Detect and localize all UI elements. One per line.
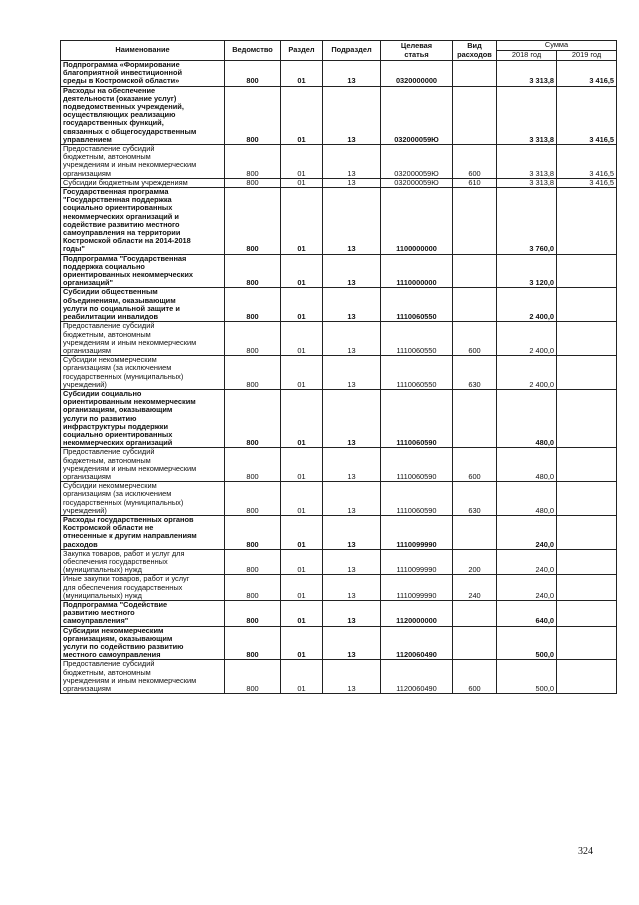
cell-target: 1110099990 — [381, 575, 453, 601]
cell-section: 01 — [281, 188, 323, 255]
cell-dept: 800 — [225, 356, 281, 390]
table-row — [61, 145, 617, 179]
cell-sum-2018: 640,0 — [497, 601, 557, 627]
cell-name: Подпрограмма «Формирование благоприятной инвестиционной среды в Костромской области» — [61, 61, 225, 87]
cell-subsection: 13 — [323, 626, 381, 660]
cell-sum-2019 — [557, 356, 617, 390]
cell-subsection: 13 — [323, 86, 381, 144]
cell-section: 01 — [281, 86, 323, 144]
cell-section: 01 — [281, 482, 323, 516]
cell-section: 01 — [281, 448, 323, 482]
cell-dept: 800 — [225, 448, 281, 482]
table-row — [61, 448, 617, 482]
cell-kind: 600 — [453, 322, 497, 356]
cell-kind — [453, 389, 497, 447]
cell-sum-2018: 240,0 — [497, 549, 557, 575]
cell-target: 1110099990 — [381, 549, 453, 575]
table-row — [61, 322, 617, 356]
table-row — [61, 660, 617, 694]
cell-subsection: 13 — [323, 549, 381, 575]
header-subsection: Подраздел — [323, 41, 381, 61]
cell-target: 1120060490 — [381, 660, 453, 694]
table-row — [61, 178, 617, 187]
cell-section: 01 — [281, 660, 323, 694]
header-target: Целевая статья — [381, 41, 453, 61]
cell-target: 1100000000 — [381, 188, 453, 255]
cell-kind: 600 — [453, 448, 497, 482]
cell-sum-2018: 240,0 — [497, 515, 557, 549]
cell-sum-2019: 3 416,5 — [557, 61, 617, 87]
cell-target: 1110060550 — [381, 288, 453, 322]
header-2019: 2019 год — [557, 51, 617, 61]
cell-sum-2018: 500,0 — [497, 626, 557, 660]
cell-name: Расходы государственных органов Костромской области не отнесенные к другим направлениям расходов — [61, 515, 225, 549]
cell-dept: 800 — [225, 515, 281, 549]
cell-subsection: 13 — [323, 61, 381, 87]
header-name: Наименование — [61, 41, 225, 61]
cell-sum-2018: 3 313,8 — [497, 178, 557, 187]
cell-dept: 800 — [225, 601, 281, 627]
cell-kind: 630 — [453, 482, 497, 516]
cell-target: 1110099990 — [381, 515, 453, 549]
table-row — [61, 575, 617, 601]
cell-sum-2019: 3 416,5 — [557, 145, 617, 179]
cell-kind — [453, 86, 497, 144]
cell-name: Предоставление субсидий бюджетным, автономным учреждениям и иным некоммерческим организациям — [61, 322, 225, 356]
cell-target: 1110060590 — [381, 448, 453, 482]
cell-sum-2018: 480,0 — [497, 448, 557, 482]
header-dept: Ведомство — [225, 41, 281, 61]
cell-kind — [453, 601, 497, 627]
cell-sum-2019: 3 416,5 — [557, 86, 617, 144]
cell-target: 032000059Ю — [381, 86, 453, 144]
cell-subsection: 13 — [323, 448, 381, 482]
cell-kind — [453, 254, 497, 288]
cell-dept: 800 — [225, 86, 281, 144]
cell-dept: 800 — [225, 61, 281, 87]
budget-table-sheet — [60, 40, 616, 694]
cell-sum-2019 — [557, 626, 617, 660]
cell-kind: 630 — [453, 356, 497, 390]
cell-sum-2018: 3 313,8 — [497, 61, 557, 87]
table-row — [61, 254, 617, 288]
cell-sum-2019 — [557, 515, 617, 549]
cell-section: 01 — [281, 356, 323, 390]
table-row — [61, 61, 617, 87]
cell-kind: 200 — [453, 549, 497, 575]
cell-subsection: 13 — [323, 178, 381, 187]
cell-sum-2019 — [557, 575, 617, 601]
cell-subsection: 13 — [323, 389, 381, 447]
cell-name: Предоставление субсидий бюджетным, автономным учреждениям и иным некоммерческим организациям — [61, 145, 225, 179]
cell-kind — [453, 61, 497, 87]
header-section: Раздел — [281, 41, 323, 61]
cell-section: 01 — [281, 601, 323, 627]
cell-sum-2018: 3 313,8 — [497, 145, 557, 179]
cell-subsection: 13 — [323, 288, 381, 322]
cell-sum-2019 — [557, 389, 617, 447]
cell-kind: 240 — [453, 575, 497, 601]
cell-subsection: 13 — [323, 188, 381, 255]
cell-target: 1110060590 — [381, 482, 453, 516]
cell-sum-2018: 2 400,0 — [497, 322, 557, 356]
cell-dept: 800 — [225, 288, 281, 322]
cell-name: Субсидии некоммерческим организациям, оказывающим услуги по содействию развитию местного самоуправления — [61, 626, 225, 660]
cell-dept: 800 — [225, 389, 281, 447]
cell-subsection: 13 — [323, 515, 381, 549]
cell-sum-2018: 3 760,0 — [497, 188, 557, 255]
cell-subsection: 13 — [323, 601, 381, 627]
cell-target: 1110060550 — [381, 356, 453, 390]
cell-kind: 600 — [453, 660, 497, 694]
cell-name: Предоставление субсидий бюджетным, автономным учреждениям и иным некоммерческим организациям — [61, 660, 225, 694]
cell-name: Субсидии общественным объединениям, оказывающим услуги по социальной защите и реабилитации инвалидов — [61, 288, 225, 322]
cell-name: Подпрограмма "Государственная поддержка социально ориентированных некоммерческих организаций" — [61, 254, 225, 288]
table-row — [61, 356, 617, 390]
cell-name: Расходы на обеспечение деятельности (оказание услуг) подведомственных учреждений, осуществляющих реализацию государственных функций, связанных с общегосударственным управлением — [61, 86, 225, 144]
cell-dept: 800 — [225, 626, 281, 660]
table-row — [61, 188, 617, 255]
cell-dept: 800 — [225, 178, 281, 187]
cell-kind: 610 — [453, 178, 497, 187]
cell-dept: 800 — [225, 575, 281, 601]
cell-section: 01 — [281, 322, 323, 356]
cell-dept: 800 — [225, 482, 281, 516]
cell-sum-2018: 2 400,0 — [497, 356, 557, 390]
cell-name: Субсидии некоммерческим организациям (за исключением государственных (муниципальных) учреждений) — [61, 356, 225, 390]
cell-name: Субсидии социально ориентированным некоммерческим организациям, оказывающим услуги по развитию инфраструктуры поддержки социально ориентированных некоммерческих организаций — [61, 389, 225, 447]
cell-dept: 800 — [225, 660, 281, 694]
cell-target: 0320000000 — [381, 61, 453, 87]
cell-kind — [453, 288, 497, 322]
header-sum: Сумма — [497, 41, 617, 51]
cell-kind: 600 — [453, 145, 497, 179]
cell-sum-2018: 2 400,0 — [497, 288, 557, 322]
cell-section: 01 — [281, 145, 323, 179]
cell-name: Государственная программа "Государственная поддержка социально ориентированных некоммерческих организаций и содействие развитию местного самоуправления на территории Костромской области на 2014-2018 годы" — [61, 188, 225, 255]
cell-sum-2019 — [557, 601, 617, 627]
cell-dept: 800 — [225, 549, 281, 575]
cell-section: 01 — [281, 288, 323, 322]
cell-name: Иные закупки товаров, работ и услуг для обеспечения государственных (муниципальных) нужд — [61, 575, 225, 601]
cell-section: 01 — [281, 626, 323, 660]
cell-sum-2019 — [557, 322, 617, 356]
cell-dept: 800 — [225, 322, 281, 356]
cell-sum-2018: 480,0 — [497, 482, 557, 516]
cell-name: Субсидии некоммерческим организациям (за исключением государственных (муниципальных) учреждений) — [61, 482, 225, 516]
table-row — [61, 86, 617, 144]
cell-dept: 800 — [225, 188, 281, 255]
cell-sum-2019 — [557, 288, 617, 322]
cell-sum-2018: 240,0 — [497, 575, 557, 601]
cell-subsection: 13 — [323, 575, 381, 601]
cell-name: Подпрограмма "Содействие развитию местного самоуправления" — [61, 601, 225, 627]
table-row — [61, 288, 617, 322]
cell-section: 01 — [281, 254, 323, 288]
cell-target: 1110000000 — [381, 254, 453, 288]
cell-sum-2019 — [557, 448, 617, 482]
cell-dept: 800 — [225, 254, 281, 288]
cell-section: 01 — [281, 549, 323, 575]
page-number: 324 — [578, 846, 593, 857]
table-row — [61, 601, 617, 627]
table-row — [61, 515, 617, 549]
header-2018: 2018 год — [497, 51, 557, 61]
cell-sum-2019 — [557, 188, 617, 255]
cell-sum-2019 — [557, 549, 617, 575]
cell-target: 1120000000 — [381, 601, 453, 627]
cell-section: 01 — [281, 61, 323, 87]
cell-kind — [453, 626, 497, 660]
cell-sum-2018: 500,0 — [497, 660, 557, 694]
table-row — [61, 482, 617, 516]
cell-sum-2019 — [557, 482, 617, 516]
cell-section: 01 — [281, 389, 323, 447]
cell-subsection: 13 — [323, 322, 381, 356]
header-kind: Вид расходов — [453, 41, 497, 61]
budget-table — [60, 40, 617, 694]
cell-subsection: 13 — [323, 254, 381, 288]
cell-section: 01 — [281, 178, 323, 187]
cell-sum-2018: 3 120,0 — [497, 254, 557, 288]
cell-target: 1110060550 — [381, 322, 453, 356]
cell-sum-2018: 3 313,8 — [497, 86, 557, 144]
cell-target: 1120060490 — [381, 626, 453, 660]
table-row — [61, 389, 617, 447]
cell-target: 1110060590 — [381, 389, 453, 447]
cell-kind — [453, 515, 497, 549]
table-row — [61, 549, 617, 575]
cell-sum-2019 — [557, 254, 617, 288]
cell-target: 032000059Ю — [381, 178, 453, 187]
cell-sum-2019: 3 416,5 — [557, 178, 617, 187]
cell-section: 01 — [281, 575, 323, 601]
cell-target: 032000059Ю — [381, 145, 453, 179]
cell-name: Предоставление субсидий бюджетным, автономным учреждениям и иным некоммерческим организациям — [61, 448, 225, 482]
cell-subsection: 13 — [323, 482, 381, 516]
cell-dept: 800 — [225, 145, 281, 179]
cell-subsection: 13 — [323, 660, 381, 694]
cell-subsection: 13 — [323, 356, 381, 390]
cell-subsection: 13 — [323, 145, 381, 179]
cell-name: Закупка товаров, работ и услуг для обеспечения государственных (муниципальных) нужд — [61, 549, 225, 575]
cell-sum-2018: 480,0 — [497, 389, 557, 447]
cell-section: 01 — [281, 515, 323, 549]
cell-name: Субсидии бюджетным учреждениям — [61, 178, 225, 187]
cell-kind — [453, 188, 497, 255]
table-header — [61, 41, 617, 61]
cell-sum-2019 — [557, 660, 617, 694]
table-body — [61, 61, 617, 694]
table-row — [61, 626, 617, 660]
